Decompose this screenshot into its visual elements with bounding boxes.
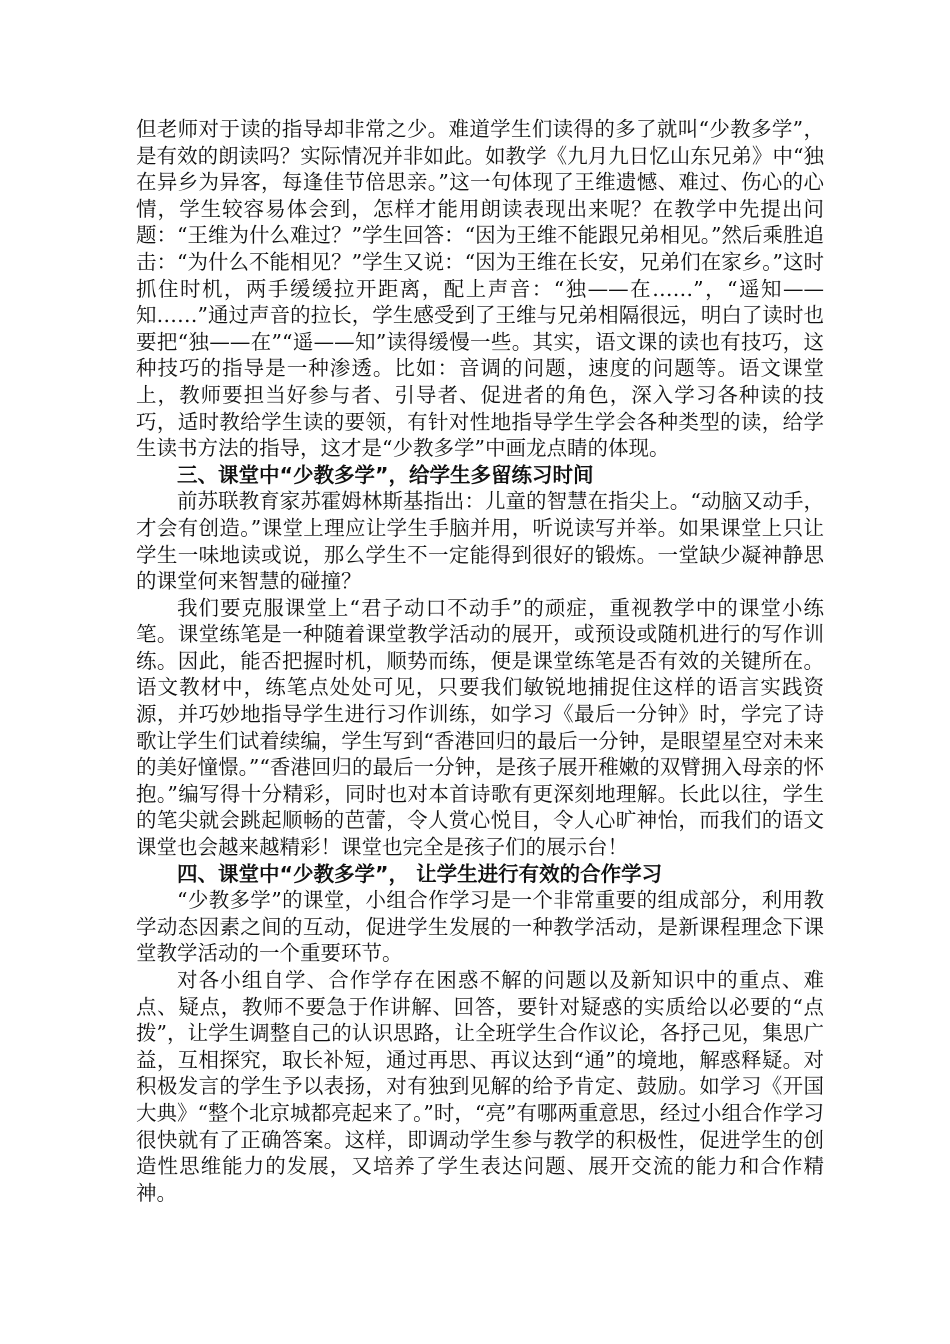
paragraph-cooperative-learning: “少教多学”的课堂，小组合作学习是一个非常重要的组成部分，利用教学动态因素之间的互动，促进学生发展的一种教学活动，是新课程理念下课堂教学活动的一个重要环节。	[136, 888, 824, 966]
paragraph-practice-time: 前苏联教育家苏霍姆林斯基指出：儿童的智慧在指尖上。“动脑又动手，才会有创造。”课堂上理应让学生手脑并用，听说读写并举。如果课堂上只让学生一味地读或说，那么学生不一定能得到很好的锻炼。一堂缺少凝神静思的课堂何来智慧的碰撞？	[136, 489, 824, 594]
section-heading-4: 四、课堂中“少教多学”， 让学生进行有效的合作学习	[177, 861, 663, 886]
paragraph-reading-guidance: 但老师对于读的指导却非常之少。难道学生们读得的多了就叫“少教多学”，是有效的朗读吗？实际情况并非如此。如教学《九月九日忆山东兄弟》中“独在异乡为异客，每逢佳节倍思亲。”这一句体现了王维遗憾、难过、伤心的心情，学生较容易体会到，怎样才能用朗读表现出来呢？在教学中先提出问题：“王维为什么难过？”学生回答：“因为王维不能跟兄弟相见。”然后乘胜追击：“为什么不能相见？”学生又说：“因为王维在长安，兄弟们在家乡。”这时抓住时机，两手缓缓拉开距离，配上声音：“独——在……”，“遥知——知……”通过声音的拉长，学生感受到了王维与兄弟相隔很远，明白了读时也要把“独——在”“遥——知”读得缓慢一些。其实，语文课的读也有技巧，这种技巧的指导是一种渗透。比如：音调的问题，速度的问题等。语文课堂上，教师要担当好参与者、引导者、促进者的角色，深入学习各种读的技巧，适时教给学生读的要领，有针对性地指导学生学会各种类型的读，给学生读书方法的指导，这才是“少教多学”中画龙点睛的体现。	[136, 117, 824, 461]
section-heading-3: 三、课堂中“少教多学”，给学生多留练习时间	[177, 462, 594, 487]
paragraph-writing-practice: 我们要克服课堂上“君子动口不动手”的顽症，重视教学中的课堂小练笔。课堂练笔是一种随着课堂教学活动的展开，或预设或随机进行的写作训练。因此，能否把握时机，顺势而练，便是课堂练笔是否有效的关键所在。语文教材中，练笔点处处可见，只要我们敏锐地捕捉住这样的语言实践资源，并巧妙地指导学生进行习作训练，如学习《最后一分钟》时，学完了诗歌让学生们试着续编，学生写到“香港回归的最后一分钟，是眼望星空对未来的美好憧憬。”“香港回归的最后一分钟，是孩子展开稚嫩的双臂拥入母亲的怀抱。”编写得十分精彩，同时也对本首诗歌有更深刻地理解。长此以往，学生的笔尖就会跳起顺畅的芭蕾，令人赏心悦目，令人心旷神怡，而我们的语文课堂也会越来越精彩！课堂也完全是孩子们的展示台！	[136, 595, 824, 860]
document-page	[136, 116, 824, 1206]
paragraph-teacher-guidance: 对各小组自学、合作学存在困惑不解的问题以及新知识中的重点、难点、疑点，教师不要急于作讲解、回答，要针对疑惑的实质给以必要的“点拨”，让学生调整自己的认识思路，让全班学生合作议论，各抒己见，集思广益，互相探究，取长补短，通过再思、再议达到“通”的境地，解惑释疑。对积极发言的学生予以表扬，对有独到见解的给予肯定、鼓励。如学习《开国大典》“整个北京城都亮起来了。”时，“亮”有哪两重意思，经过小组合作学习很快就有了正确答案。这样，即调动学生参与教学的积极性，促进学生的创造性思维能力的发展，又培养了学生表达问题、展开交流的能力和合作精神。	[136, 968, 824, 1205]
